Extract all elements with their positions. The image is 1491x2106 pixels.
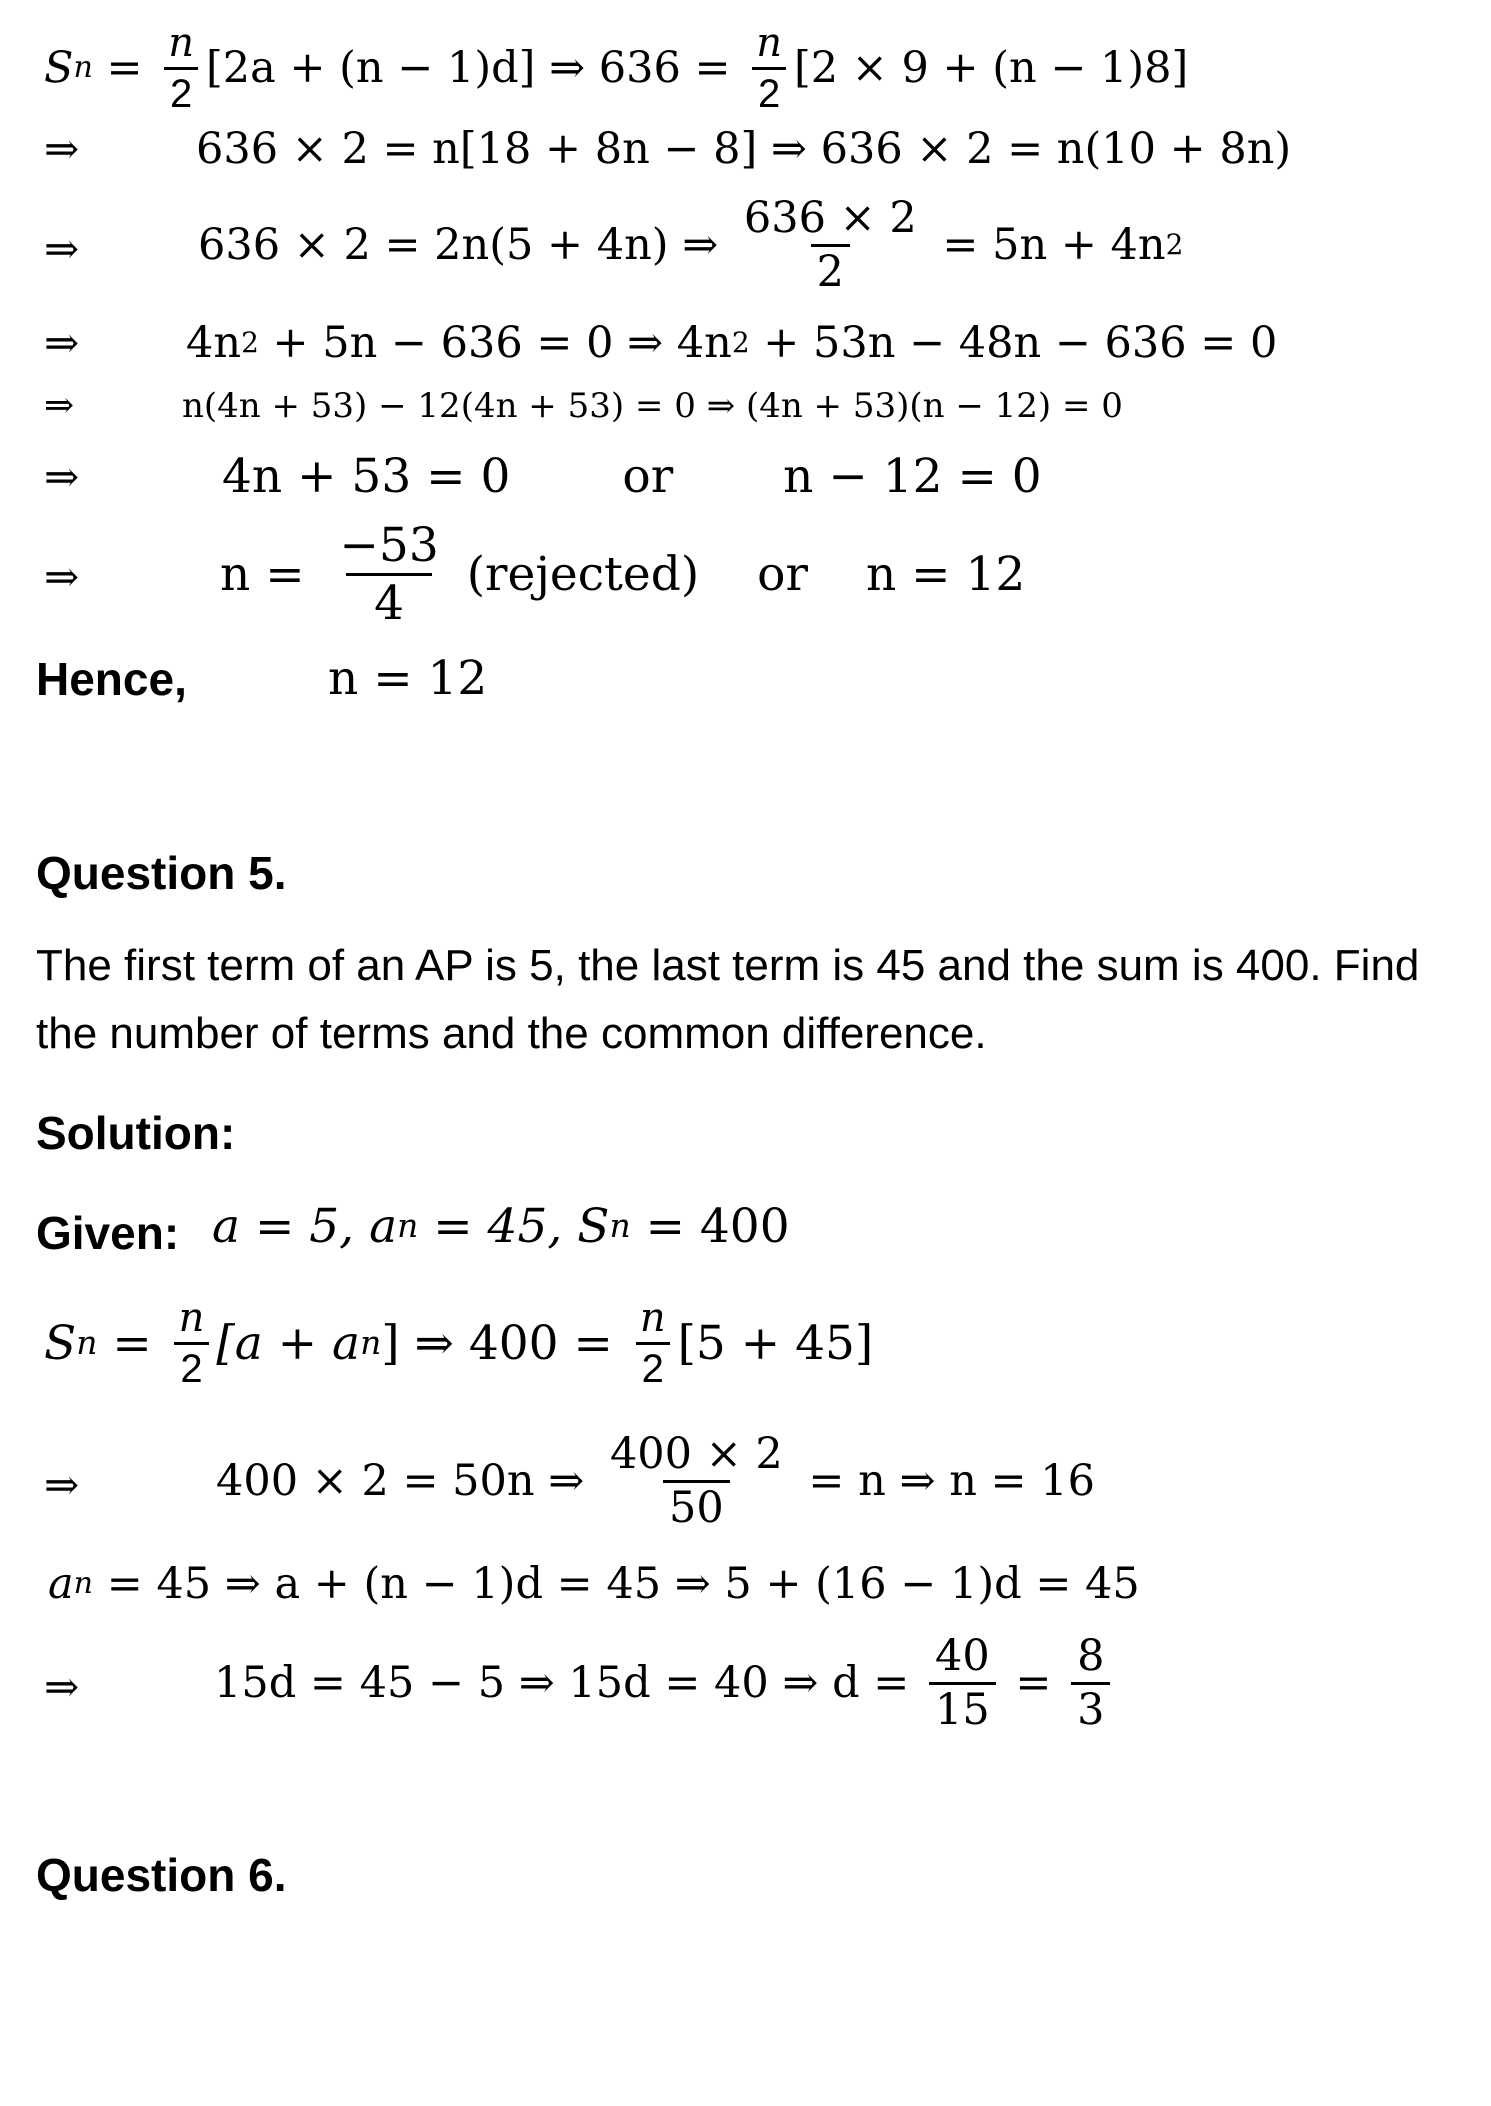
- formula-line-7: [220, 510, 1025, 638]
- question-6-heading: Question 6.: [36, 1849, 287, 1901]
- denominator: 4: [346, 573, 432, 627]
- expression: [5 + 45]: [677, 1315, 874, 1371]
- subscript: n: [73, 1565, 94, 1601]
- expression: 636 × 2 = 2n(5 + 4n) ⇒: [198, 219, 732, 270]
- expression: [a + a: [216, 1315, 361, 1371]
- expression: = n ⇒ n = 16: [794, 1455, 1095, 1506]
- expression: 636 × 2 = n[18 + 8n − 8] ⇒ 636 × 2 = n(10 + 8n): [196, 123, 1292, 174]
- fraction-8-over-3: [1071, 1630, 1110, 1735]
- subscript: n: [397, 1205, 419, 1245]
- implies-arrow: ⇒: [44, 318, 80, 367]
- numerator: 400 × 2: [609, 1428, 783, 1479]
- expression: [2a + (n − 1)d] ⇒ 636 =: [206, 42, 745, 93]
- expression: 15d = 45 − 5 ⇒ 15d = 40 ⇒ d =: [214, 1657, 923, 1708]
- given-values: [212, 1196, 790, 1256]
- implies-arrow: ⇒: [44, 385, 75, 426]
- numerator: n: [178, 1294, 205, 1341]
- numerator: 636 × 2: [743, 192, 917, 243]
- sum-symbol: S: [44, 42, 74, 93]
- denominator: 2: [811, 244, 850, 294]
- numerator: n: [168, 19, 194, 66]
- subscript: n: [360, 1322, 382, 1362]
- expression: = 5n + 4n: [928, 219, 1166, 270]
- fraction-636x2-over-2: [738, 192, 923, 297]
- denominator: 2: [174, 1342, 208, 1389]
- expression: a: [48, 1558, 74, 1609]
- fraction-n-over-2: [173, 1294, 211, 1391]
- expression: 4n + 53 = 0: [222, 448, 511, 504]
- formula-line-4: [186, 316, 1277, 370]
- formula-line-3: [198, 190, 1183, 300]
- denominator: 50: [663, 1480, 730, 1530]
- expression: n − 12 = 0: [783, 448, 1042, 504]
- expression: = 45, S: [418, 1198, 610, 1254]
- fraction-n-over-2-b: [750, 19, 788, 116]
- question-5-heading: Question 5.: [36, 847, 287, 899]
- solution-line-2: [216, 1416, 1095, 1546]
- hence-value: [328, 650, 487, 706]
- subscript: n: [609, 1205, 631, 1245]
- expression: 400 × 2 = 50n ⇒: [216, 1455, 598, 1506]
- equals: =: [1001, 1657, 1066, 1708]
- fraction-400x2-over-50: [604, 1428, 789, 1533]
- solution-line-1: [44, 1288, 873, 1398]
- expression: [2 × 9 + (n − 1)8]: [793, 42, 1189, 93]
- fraction-minus53-over-4: [334, 517, 445, 631]
- numerator: 40: [935, 1630, 990, 1681]
- expression: n = 12: [865, 546, 1026, 602]
- expression: 4n: [186, 317, 242, 368]
- expression: a = 5, a: [212, 1198, 398, 1254]
- sum-symbol: S: [44, 1315, 77, 1371]
- expression: n =: [220, 546, 320, 602]
- formula-line-1: [44, 18, 1188, 118]
- expression: n = 12: [328, 650, 488, 706]
- implies-arrow: ⇒: [44, 1662, 80, 1711]
- implies-arrow: ⇒: [44, 552, 80, 601]
- or-word: or: [757, 546, 808, 602]
- superscript: 2: [731, 326, 750, 360]
- numerator: −53: [339, 517, 439, 573]
- subscript: n: [73, 49, 93, 85]
- subscript: n: [76, 1322, 98, 1362]
- fraction-n-over-2-b: [634, 1294, 672, 1391]
- fraction-40-over-15: [929, 1630, 996, 1735]
- rejected-note: (rejected): [466, 546, 700, 602]
- equals: =: [92, 42, 157, 93]
- formula-line-5: [182, 384, 1123, 428]
- expression: = 45 ⇒ a + (n − 1)d = 45 ⇒ 5 + (16 − 1)d = 45: [93, 1558, 1140, 1609]
- implies-arrow: ⇒: [44, 452, 80, 501]
- superscript: 2: [1165, 228, 1184, 262]
- question-5-text: The first term of an AP is 5, the last term is 45 and the sum is 400. Find the number of terms and the common difference.: [36, 941, 1420, 1058]
- fraction-n-over-2: [162, 19, 200, 116]
- solution-line-3: [48, 1556, 1140, 1612]
- implies-arrow: ⇒: [44, 224, 80, 273]
- solution-line-4: [214, 1618, 1116, 1748]
- numerator: n: [756, 19, 782, 66]
- denominator: 2: [164, 67, 198, 114]
- numerator: 8: [1077, 1630, 1105, 1681]
- implies-arrow: ⇒: [44, 124, 80, 173]
- expression: = 400: [630, 1198, 790, 1254]
- solution-heading: Solution:: [36, 1107, 236, 1159]
- superscript: 2: [241, 326, 259, 360]
- expression: + 5n − 636 = 0 ⇒ 4n: [258, 317, 732, 368]
- formula-line-6: [222, 448, 1042, 504]
- expression: ] ⇒ 400 =: [381, 1315, 628, 1371]
- denominator: 2: [636, 1342, 670, 1389]
- denominator: 3: [1071, 1682, 1110, 1732]
- equals: =: [97, 1315, 167, 1371]
- expression: n(4n + 53) − 12(4n + 53) = 0 ⇒ (4n + 53)(n − 12) = 0: [182, 386, 1123, 426]
- implies-arrow: ⇒: [44, 1460, 80, 1509]
- formula-line-2: [196, 124, 1291, 174]
- given-label: Given:: [36, 1207, 180, 1259]
- expression: + 53n − 48n − 636 = 0: [749, 317, 1278, 368]
- denominator: 15: [929, 1682, 996, 1732]
- or-word: or: [622, 448, 674, 504]
- numerator: n: [639, 1294, 666, 1341]
- denominator: 2: [752, 67, 786, 114]
- hence-label: Hence,: [36, 653, 187, 705]
